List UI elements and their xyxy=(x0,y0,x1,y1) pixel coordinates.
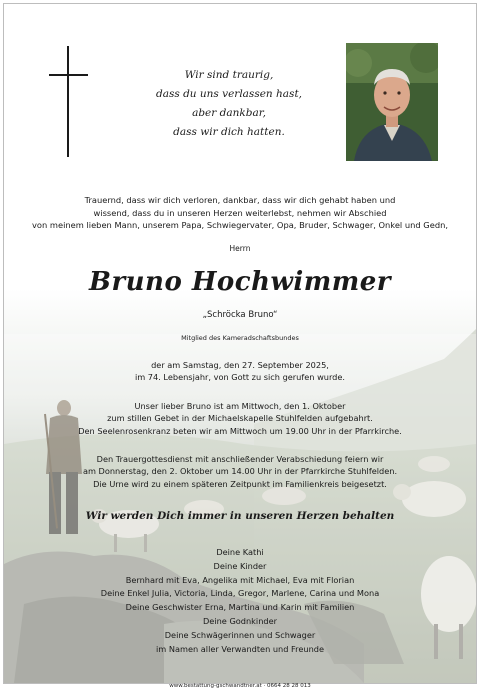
funeral-notice-line: am Donnerstag, den 2. Oktober um 14.00 Uhr in der Pfarrkirche Stuhlfelden. xyxy=(82,466,398,477)
funeral-notice xyxy=(4,453,476,490)
intro-line: Trauernd, dass wir dich verloren, dankbar, dass wir dich gehabt haben und xyxy=(84,195,396,205)
mourner-line: Bernhard mit Eva, Angelika mit Michael, Eva mit Florian xyxy=(125,574,355,585)
wake-notice-line: Unser lieber Bruno ist am Mittwoch, den 1. Oktober xyxy=(134,401,346,411)
funeral-notice-line: Die Urne wird zu einem späteren Zeitpunkt im Familienkreis beigesetzt. xyxy=(93,478,387,489)
death-notice xyxy=(4,359,476,384)
funeral-notice-line: Den Trauergottesdienst mit anschließender Verabschiedung feiern wir xyxy=(96,454,384,464)
wake-notice xyxy=(4,400,476,437)
poem-line: Wir sind traurig, xyxy=(184,69,274,81)
poem-line: dass du uns verlassen hast, xyxy=(155,88,302,100)
wake-notice-line: Den Seelenrosenkranz beten wir am Mittwoch um 19.00 Uhr in der Pfarrkirche. xyxy=(78,425,402,436)
mourner-line: Deine Godnkinder xyxy=(203,615,277,626)
membership: Mitglied des Kameradschaftsbundes xyxy=(181,334,299,342)
mourner-line: Deine Schwägerinnen und Schwager xyxy=(164,629,316,640)
intro-line: von meinem lieben Mann, unserem Papa, Schwiegervater, Opa, Bruder, Schwager, Onkel und Gedn, xyxy=(32,220,448,230)
portrait-photo xyxy=(346,43,438,161)
death-notice-line: im 74. Lebensjahr, von Gott zu sich gerufen wurde. xyxy=(134,372,346,383)
obituary-frame xyxy=(3,3,477,684)
cross-icon xyxy=(67,46,69,157)
mourner-line: Deine Kathi xyxy=(216,547,264,557)
deceased-name: Bruno Hochwimmer xyxy=(88,267,392,297)
footer-contact: www.bestattung-gschwandtner.at · 0664 28 28 013 xyxy=(169,683,311,689)
intro-line: wissend, dass du in unseren Herzen weiterlebst, nehmen wir Abschied xyxy=(93,207,387,218)
mourners-list xyxy=(4,546,476,656)
mourner-line: Deine Enkel Julia, Victoria, Linda, Gregor, Marlene, Carina und Mona xyxy=(100,588,380,599)
intro-text xyxy=(4,194,476,232)
honorific: Herrn xyxy=(229,244,251,253)
wake-notice-line: zum stillen Gebet in der Michaelskapelle Stuhlfelden aufgebahrt. xyxy=(107,413,373,424)
mourner-line: Deine Geschwister Erna, Martina und Karin mit Familien xyxy=(125,602,355,613)
cross-icon-bar xyxy=(49,74,88,76)
poem xyxy=(134,66,324,142)
death-notice-line: der am Samstag, den 27. September 2025, xyxy=(151,360,329,370)
poem-line: dass wir dich hatten. xyxy=(173,126,285,138)
poem-line: aber dankbar, xyxy=(192,107,266,119)
mourner-line: Deine Kinder xyxy=(213,560,267,571)
mourner-line: im Namen aller Verwandten und Freunde xyxy=(155,643,324,654)
nickname: „Schröcka Bruno“ xyxy=(202,310,278,320)
motto: Wir werden Dich immer in unseren Herzen behalten xyxy=(85,510,395,522)
